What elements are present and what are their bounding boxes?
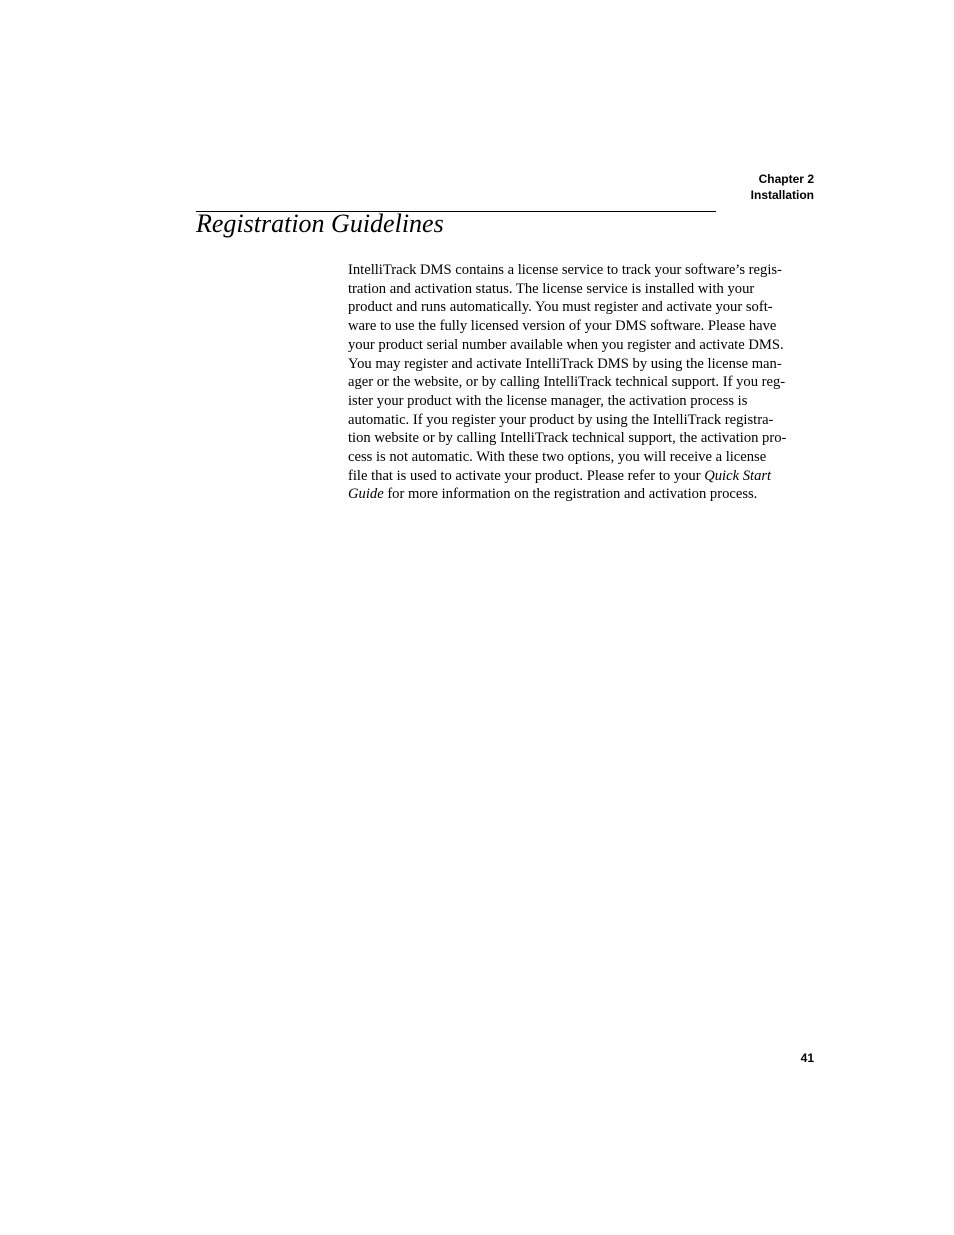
paragraph-text: for more information on the registration and activation process. (383, 486, 758, 503)
paragraph-line: your product serial number available when you register and activate DMS. (348, 336, 784, 353)
paragraph-line: ware to use the fully licensed version of your DMS software. Please have (348, 318, 777, 335)
paragraph-line: ister your product with the license manager, the activation process is (348, 392, 748, 409)
paragraph-line: You may register and activate IntelliTrack DMS by using the license man- (348, 355, 782, 372)
paragraph-line: IntelliTrack DMS contains a license service to track your software’s regis- (348, 262, 782, 278)
paragraph-line: tration and activation status. The license service is installed with your (348, 280, 755, 297)
body-paragraph (348, 261, 786, 504)
paragraph-line: automatic. If you register your product by using the IntelliTrack registra- (348, 411, 774, 428)
paragraph-line: product and runs automatically. You must register and activate your soft- (348, 299, 773, 316)
guide-title-italic: Guide (348, 486, 384, 503)
chapter-label: Chapter 2 (758, 172, 814, 186)
paragraph-text: file that is used to activate your product. Please refer to your (348, 467, 705, 484)
section-title: Registration Guidelines (196, 209, 444, 238)
paragraph-line (348, 485, 786, 504)
paragraph-line (348, 467, 786, 486)
paragraph-line: cess is not automatic. With these two options, you will receive a license (348, 449, 767, 466)
chapter-section-label: Installation (750, 188, 814, 202)
paragraph-line: ager or the website, or by calling IntelliTrack technical support. If you reg- (348, 374, 786, 391)
guide-title-italic: Quick Start (704, 467, 772, 484)
running-header (751, 171, 814, 203)
paragraph-line: tion website or by calling IntelliTrack technical support, the activation pro- (348, 430, 787, 447)
page-number: 41 (800, 1051, 814, 1065)
